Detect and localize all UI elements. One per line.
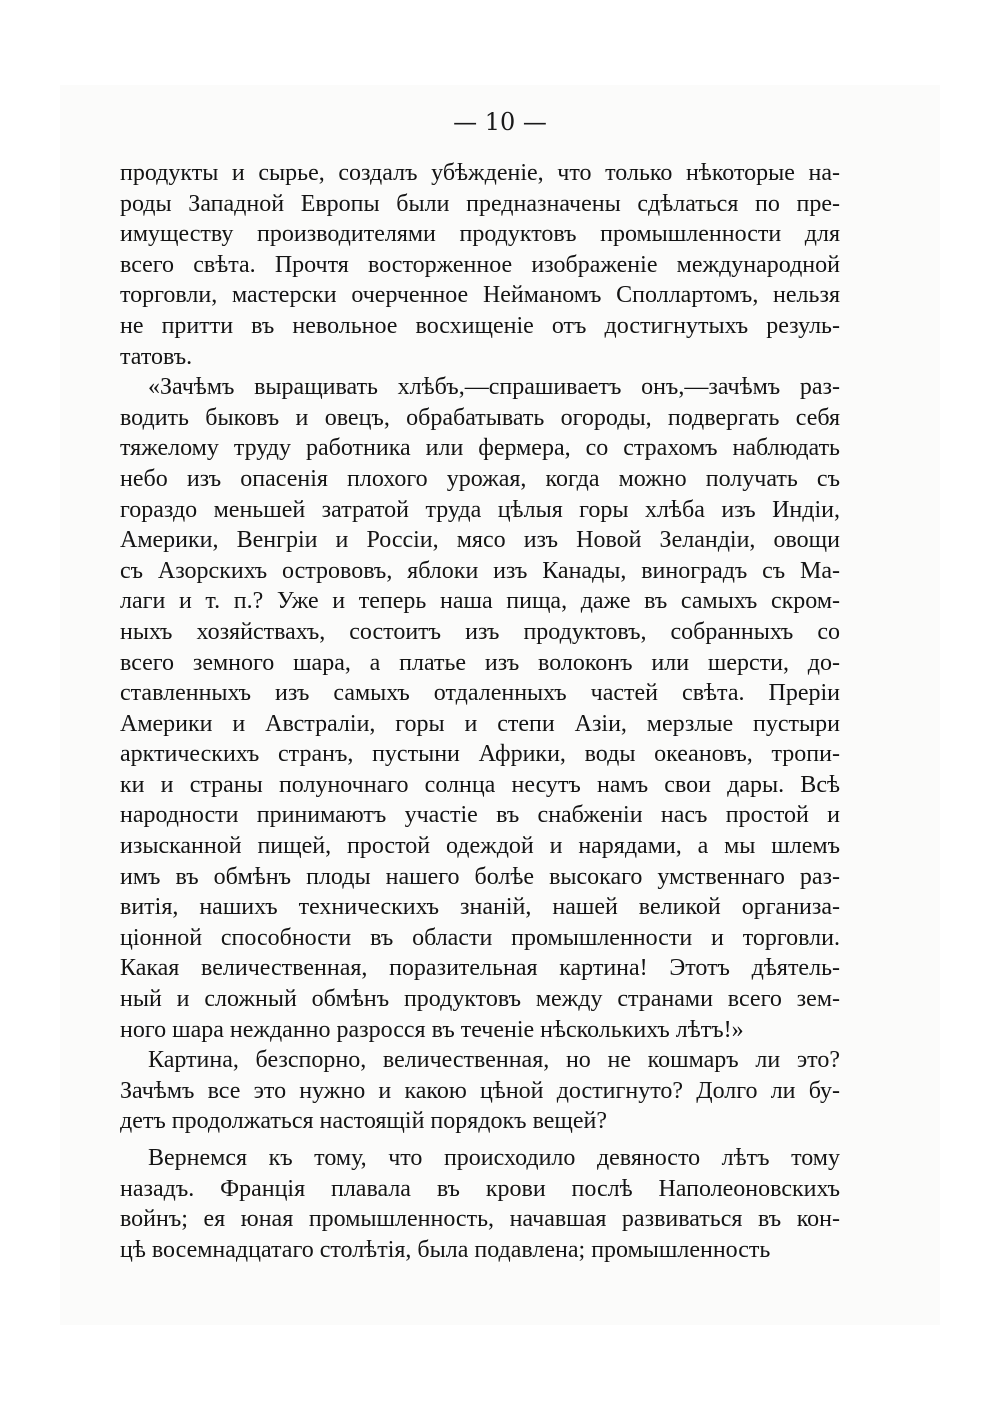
text-line: водить быковъ и овецъ, обрабатывать огороды, подвергать себя [120,404,840,431]
text-line: Америки, Венгріи и Россіи, мясо изъ Новой Зеландіи, овощи [120,527,840,554]
text-line: «Зачѣмъ выращивать хлѣбъ,—спрашиваетъ онъ,—зачѣмъ раз- [148,374,840,401]
text-line: Вернемся къ тому, что происходило девяносто лѣтъ тому [148,1145,840,1171]
text-line: продукты и сырье, создалъ убѣжденіе, что только нѣкоторые на- [120,160,840,186]
text-line: изысканной пищей, простой одеждой и нарядами, а мы шлемъ [120,833,840,860]
text-line: имуществу производителями продуктовъ промышленности для [120,221,840,248]
text-line: назадъ. Франція плавала въ крови послѣ Наполеоновскихъ [120,1175,840,1202]
text-line: народности принимаютъ участіе въ снабженіи насъ простой и [120,802,840,829]
text-line: войнъ; ея юная промышленность, начавшая развиваться въ кон- [120,1206,840,1233]
text-line: съ Азорскихъ острововъ, яблоки изъ Канады, виноградъ съ Ма- [120,557,840,584]
text-line: не притти въ невольное восхищеніе отъ достигнутыхъ резуль- [120,312,840,339]
text-line: витія, нашихъ техническихъ знаній, нашей великой организа- [120,894,840,921]
paragraph [120,372,840,1045]
text-line: имъ въ обмѣнъ плоды нашего болѣе высокаго умственнаго раз- [120,863,840,890]
text-line: арктическихъ странъ, пустыни Африки, воды океановъ, тропи- [120,741,840,768]
text-line: роды Западной Европы были предназначены сдѣлаться по пре- [120,190,840,217]
text-line: всего земного шара, а платье изъ волоконъ или шерсти, до- [120,649,840,676]
text-line: всего свѣта. Прочтя восторженное изображеніе международной [120,251,840,278]
text-line: Картина, безспорно, величественная, но не кошмаръ ли это? [148,1047,840,1074]
text-line: ныхъ хозяйствахъ, состоитъ изъ продуктовъ, собранныхъ со [120,618,840,645]
paragraph [120,1143,840,1265]
text-line: небо изъ опасенія плохого урожая, когда можно получать съ [120,465,840,492]
text-line: Америки и Австраліи, горы и степи Азіи, мерзлые пустыри [120,710,840,737]
text-line: ціонной способности въ области промышленности и торговли. [120,924,840,951]
text-line: ки и страны полуночнаго солнца несутъ намъ свои дары. Всѣ [120,771,840,798]
paragraph [120,158,840,372]
text-line: татовъ. [120,343,193,370]
text-line: цѣ восемнадцатаго столѣтія, была подавлена; промышленность [120,1236,771,1263]
text-line: Какая величественная, поразительная картина! Этотъ дѣятель- [120,955,840,982]
text-line: торговли, мастерски очерченное Нейманомъ Споллартомъ, нельзя [120,282,840,309]
text-line: лаги и т. п.? Уже и теперь наша пища, даже въ самыхъ скром- [120,588,840,615]
text-line: ставленныхъ изъ самыхъ отдаленныхъ частей свѣта. Преріи [120,680,840,707]
paragraph [120,1045,840,1137]
page-number: — 10 — [453,108,547,136]
body-text [120,158,840,1265]
text-line: тяжелому труду работника или фермера, со страхомъ наблюдать [120,435,840,462]
text-line: детъ продолжаться настоящій порядокъ вещей? [120,1108,608,1135]
text-line: ный и сложный обмѣнъ продуктовъ между странами всего зем- [120,986,840,1013]
text-line: Зачѣмъ все это нужно и какою цѣной достигнуто? Долго ли бу- [120,1077,840,1104]
text-line: гораздо меньшей затратой труда цѣлыя горы хлѣба изъ Индіи, [120,496,840,523]
text-line: ного шара нежданно разросся въ теченіе нѣсколькихъ лѣтъ!» [120,1016,744,1043]
